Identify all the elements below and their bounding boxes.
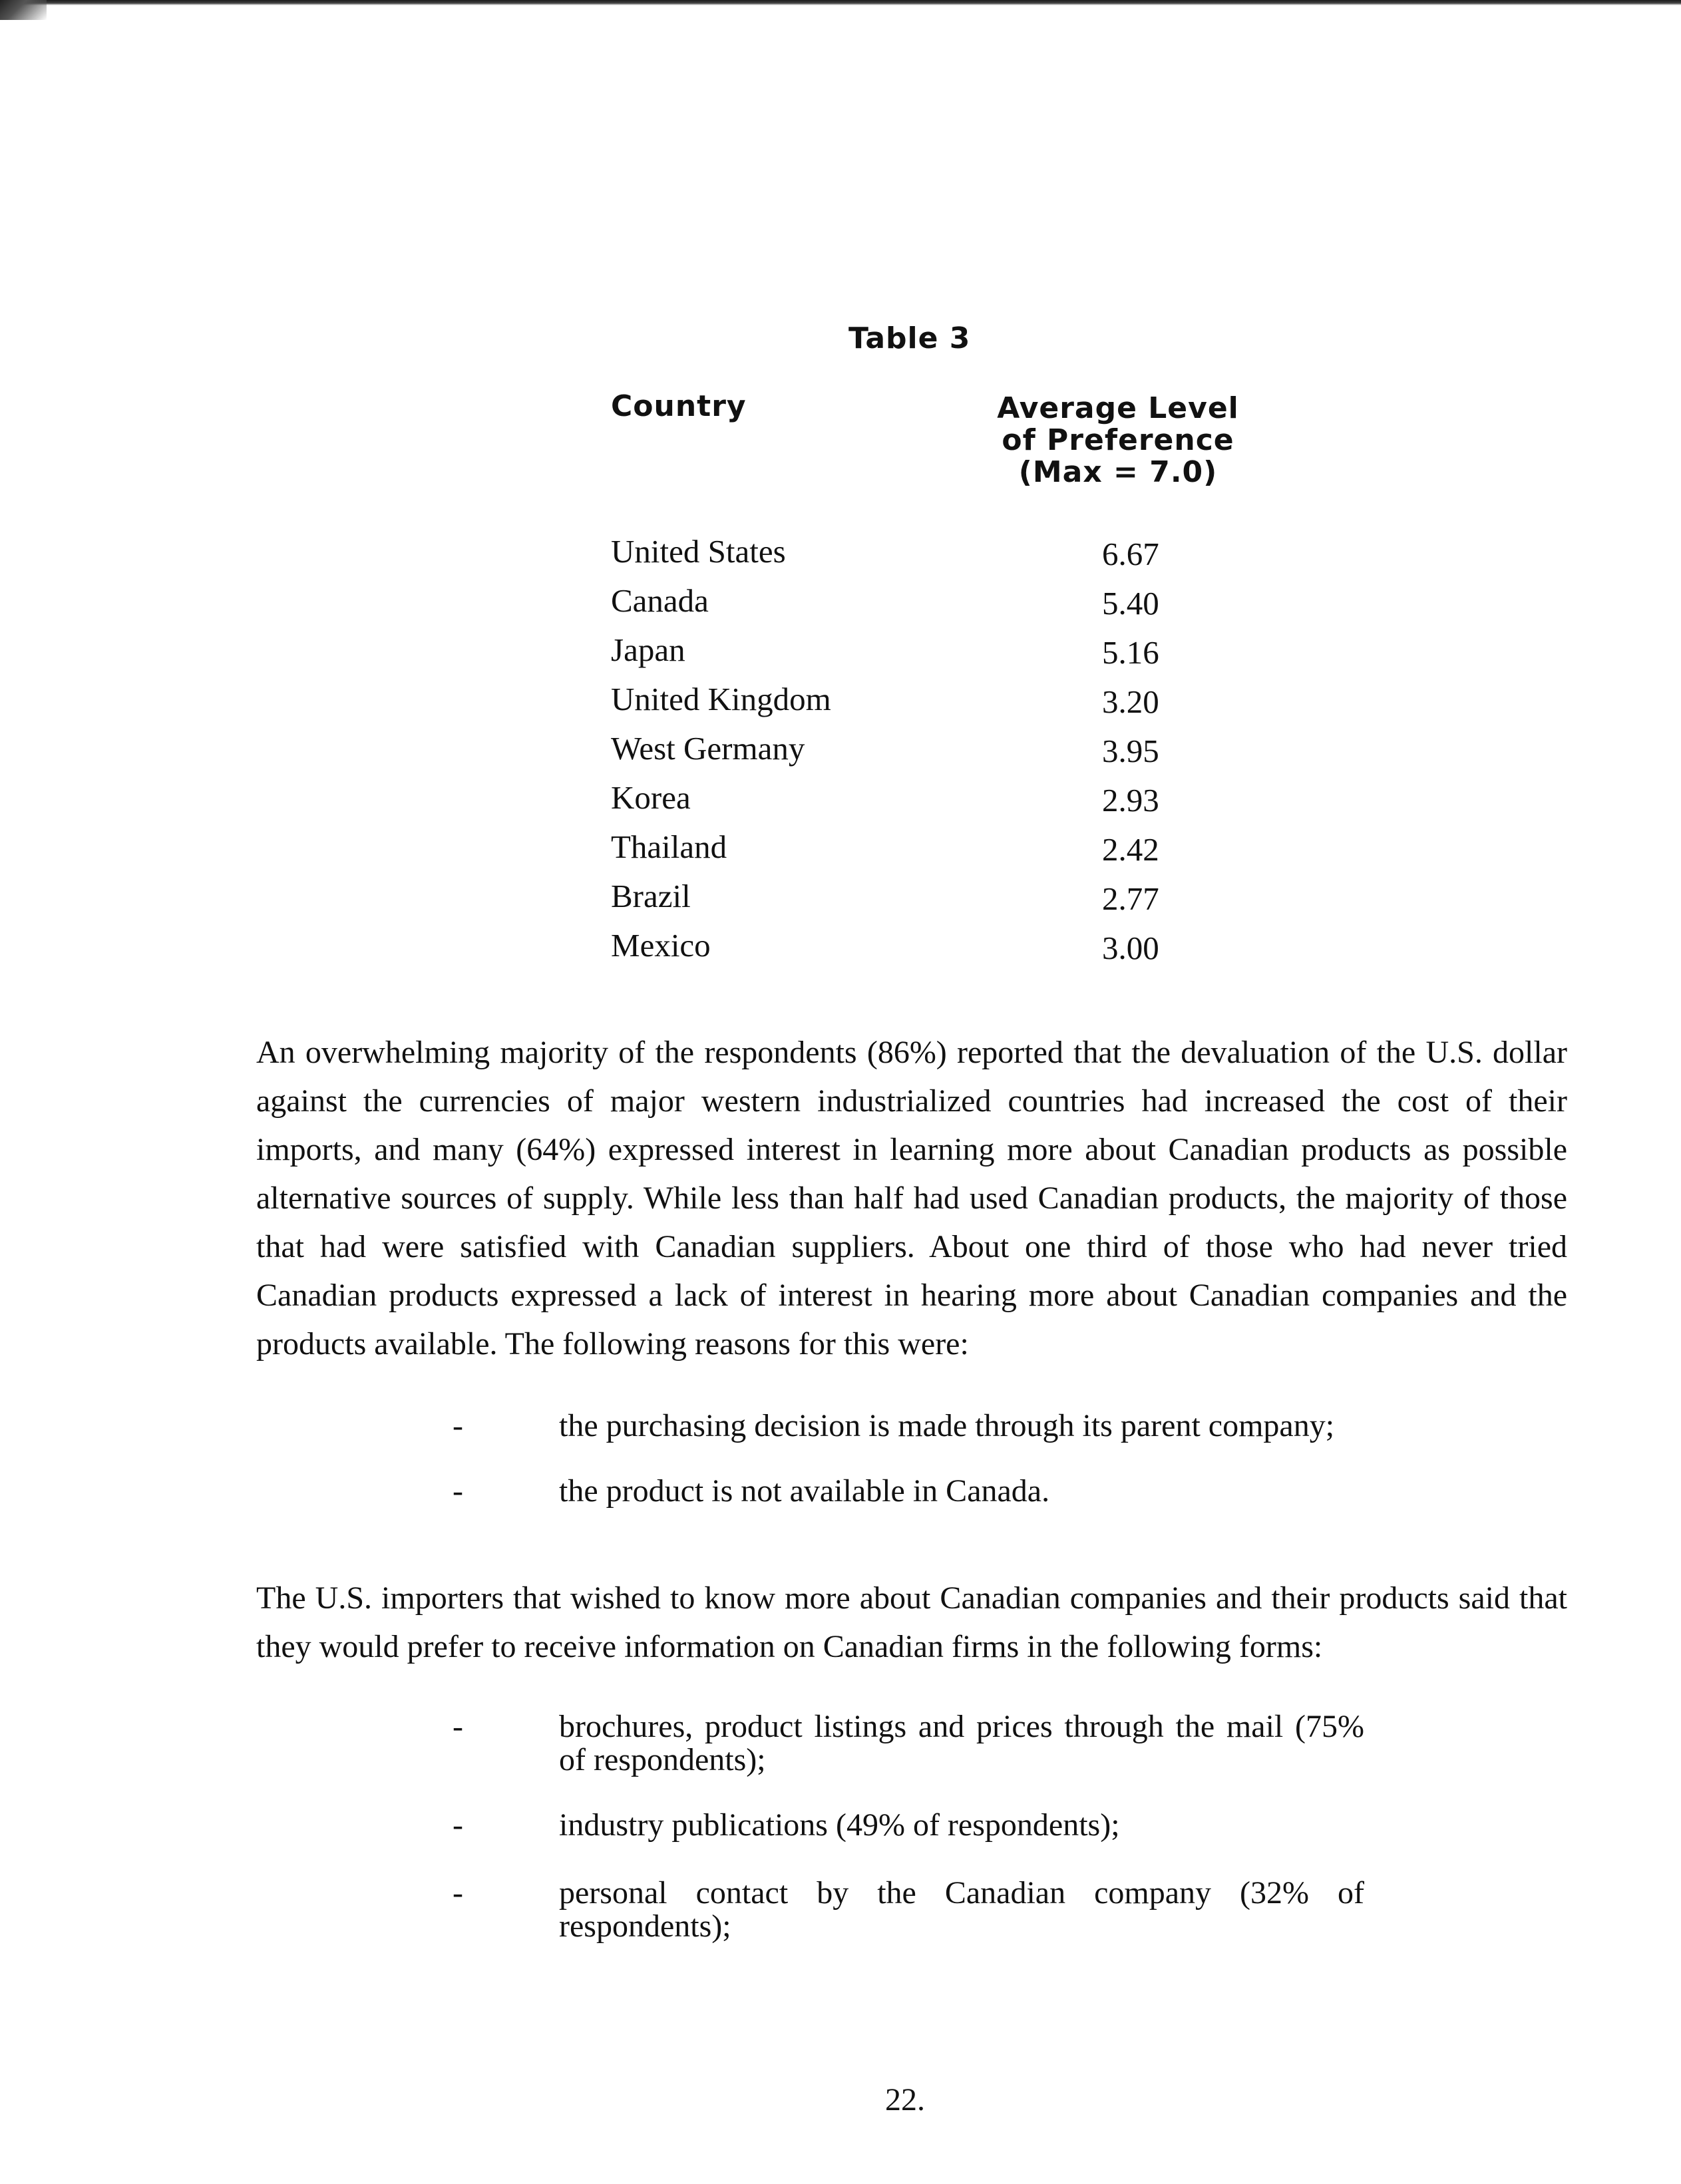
preference-header-line: of Preference xyxy=(1002,423,1234,457)
table-title: Table 3 xyxy=(848,321,971,355)
list-item-text: personal contact by the Canadian company (32% of respondents); xyxy=(559,1875,1364,1944)
table-row xyxy=(611,631,1210,680)
country-cell: United Kingdom xyxy=(611,681,831,717)
scan-corner-mark xyxy=(0,0,47,20)
bullet-dash: - xyxy=(453,1709,463,1744)
preference-header-line: Average Level xyxy=(997,391,1239,425)
country-cell: Mexico xyxy=(611,927,711,964)
table-row xyxy=(611,729,1210,779)
bullet-dash: - xyxy=(453,1473,463,1509)
table-row xyxy=(611,532,1210,582)
preference-header-line: (Max = 7.0) xyxy=(1018,455,1218,489)
preference-table xyxy=(611,532,1210,976)
bullet-dash: - xyxy=(453,1807,463,1843)
value-cell: 6.67 xyxy=(1102,536,1159,572)
table-row xyxy=(611,828,1210,877)
value-cell: 5.40 xyxy=(1102,585,1159,622)
value-cell: 3.20 xyxy=(1102,683,1159,720)
value-cell: 2.77 xyxy=(1102,880,1159,917)
body-paragraph: The U.S. importers that wished to know more about Canadian companies and their products said that they would prefer to receive information on Canadian firms in the following forms: xyxy=(256,1580,1567,1664)
country-cell: United States xyxy=(611,533,786,570)
preference-column-header xyxy=(978,393,1258,488)
country-cell: Japan xyxy=(611,632,685,668)
list-item-text: the purchasing decision is made through its parent company; xyxy=(559,1408,1335,1443)
value-cell: 2.42 xyxy=(1102,831,1159,868)
country-column-header: Country xyxy=(611,389,747,423)
value-cell: 3.95 xyxy=(1102,733,1159,769)
country-cell: Canada xyxy=(611,582,709,619)
bullet-dash: - xyxy=(453,1875,463,1911)
table-row xyxy=(611,926,1210,976)
table-row xyxy=(611,877,1210,926)
list-item-text: industry publications (49% of respondents); xyxy=(559,1807,1120,1843)
list-item-text: the product is not available in Canada. xyxy=(559,1473,1050,1509)
country-cell: Brazil xyxy=(611,878,691,914)
table-row xyxy=(611,582,1210,631)
page-number: 22. xyxy=(885,2082,925,2117)
value-cell: 5.16 xyxy=(1102,634,1159,671)
value-cell: 2.93 xyxy=(1102,782,1159,819)
body-paragraph: An overwhelming majority of the respondents (86%) reported that the devaluation of the U.S. dollar against the currencies of major western industrialized countries had increased the cost of their imports, and many (64%) expressed interest in learning more about Canadian products as possible alternative sources of supply. While less than half had used Canadian products, the majority of those that had were satisfied with Canadian suppliers. About one third of those who had never tried Canadian products expressed a lack of interest in hearing more about Canadian companies and the products available. The following reasons for this were: xyxy=(256,1035,1567,1362)
country-cell: West Germany xyxy=(611,730,805,767)
bullet-dash: - xyxy=(453,1408,463,1443)
value-cell: 3.00 xyxy=(1102,930,1159,966)
country-cell: Korea xyxy=(611,779,691,816)
country-cell: Thailand xyxy=(611,828,727,865)
scan-edge xyxy=(0,0,1681,5)
list-item-text: brochures, product listings and prices through the mail (75% of respondents); xyxy=(559,1709,1364,1777)
table-row xyxy=(611,779,1210,828)
table-row xyxy=(611,680,1210,729)
